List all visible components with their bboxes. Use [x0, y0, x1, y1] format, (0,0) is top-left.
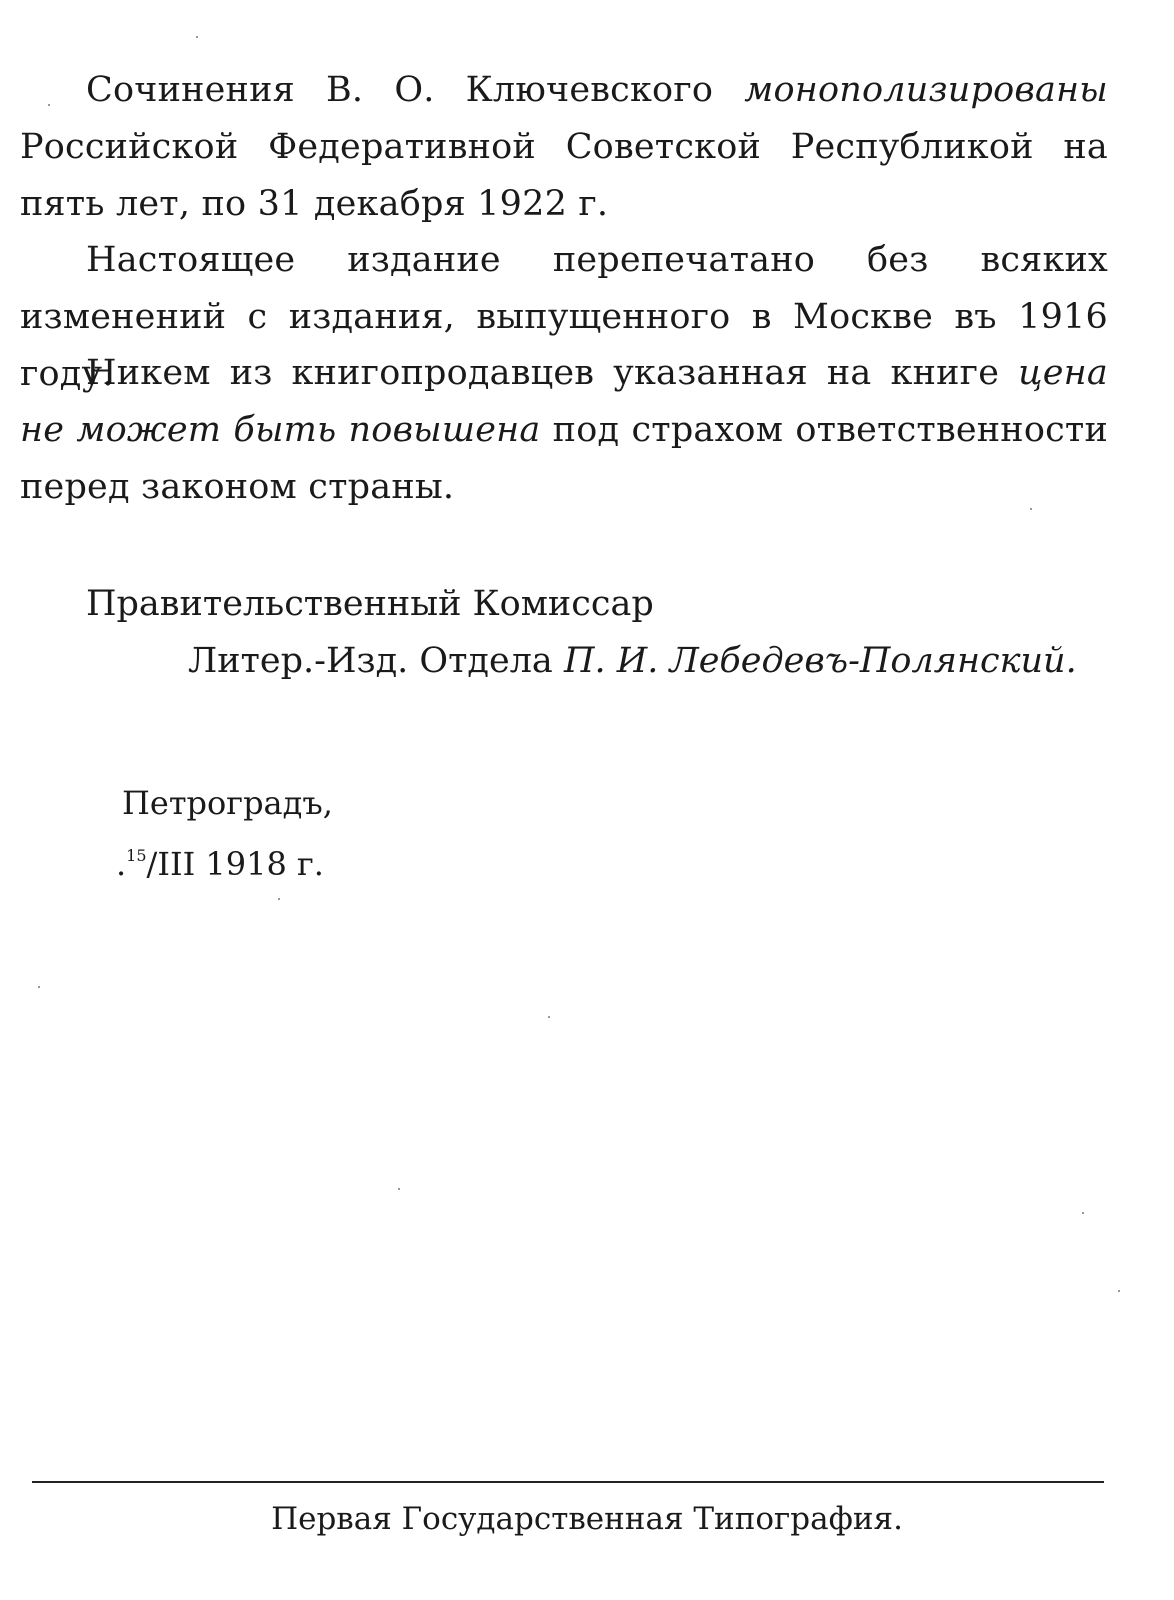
signature-line [188, 633, 1077, 690]
print-speck [278, 898, 280, 900]
signature-dept: Литер.-Изд. Отдела [188, 641, 564, 681]
print-speck [196, 36, 198, 38]
monopoly-paragraph [20, 62, 1108, 233]
print-speck [48, 104, 50, 106]
printer-imprint: Первая Государственная Типография. [271, 1501, 903, 1537]
print-speck [1082, 1212, 1084, 1214]
print-speck [548, 1016, 550, 1018]
reprint-paragraph: Настоящее издание перепечатано без всяких изменений с издания, выпущенного в Москве въ 1916 году. [20, 240, 1108, 394]
monopoly-italic: монополизированы [744, 70, 1108, 110]
price-text-start: Никем из книгопродавцев указанная на книге [86, 353, 1019, 393]
print-speck [1118, 1290, 1120, 1292]
monopoly-text-end: Российской Федеративной Советской Республикой на пять лет, по 31 декабря 1922 г. [20, 127, 1108, 224]
place-city: Петроградъ, [122, 784, 333, 822]
date-month-year: /III 1918 г. [146, 845, 324, 883]
print-speck [38, 986, 40, 988]
monopoly-text-start: Сочинения В. О. Ключевского [86, 70, 745, 110]
price-italic: цена не может быть повышена [20, 353, 1108, 450]
print-speck [1030, 508, 1032, 510]
place-date [116, 829, 324, 891]
price-paragraph [20, 345, 1108, 516]
date-prefix: . [116, 845, 127, 883]
signature-title: Правительственный Комиссар [86, 584, 654, 624]
price-text-end: под страхом ответственности перед законом страны. [20, 410, 1108, 507]
print-speck [398, 1188, 400, 1190]
footer-divider [32, 1481, 1104, 1483]
date-day: 15 [126, 846, 147, 865]
signature-name: П. И. Лебедевъ-Полянский. [563, 641, 1077, 681]
